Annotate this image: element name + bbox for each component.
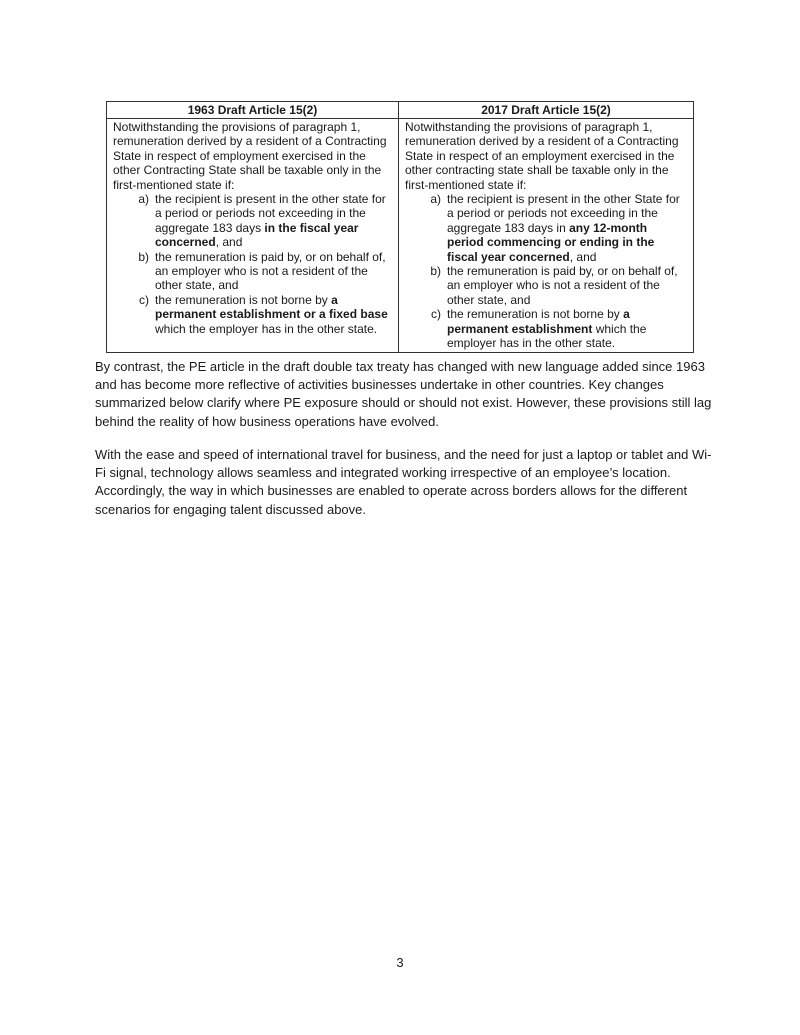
item-text-part: which the employer has in the other state. — [155, 321, 378, 336]
item-marker: a) — [430, 192, 441, 207]
item-text-part: which the employer has in the other state. — [447, 321, 647, 351]
item-text-part: the remuneration is paid by, or on behalf of, an employer who is not a resident of the other state, and — [155, 249, 386, 293]
condition-item-a — [405, 192, 687, 264]
cell-intro: Notwithstanding the provisions of paragraph 1, remuneration derived by a resident of a Contracting State in respect of an employment exercised in the other contracting state shall be taxable only in the first-mentioned state if: — [405, 120, 679, 192]
item-text — [447, 307, 687, 350]
column-header-2017: 2017 Draft Article 15(2) — [399, 102, 694, 119]
item-text-bold: in the fiscal year concerned — [155, 220, 359, 250]
item-text — [447, 192, 687, 264]
item-marker: c) — [139, 292, 149, 307]
item-text-part: the remuneration is paid by, or on behalf of, an employer who is not a resident of the other state, and — [447, 264, 678, 307]
cell-2017-text — [399, 119, 694, 353]
table-header-row — [107, 102, 694, 119]
item-text-bold: any 12-month period commencing or ending in the fiscal year concerned — [447, 220, 655, 264]
body-paragraph-pe-article: By contrast, the PE article in the draft double tax treaty has changed with new language added since 1963 and has become more reflective of activities businesses undertake in other countries. Key changes summarized below clarify where PE exposure should or should not exist. However, these provisions still lag behind the reality of how business operations have evolved. — [95, 359, 712, 429]
item-text-part: the remuneration is not borne by — [155, 292, 332, 307]
item-text-part: the recipient is present in the other State for a period or periods not exceeding in the aggregate 183 days in — [447, 192, 680, 235]
condition-item-c — [405, 307, 687, 350]
item-text-bold: a permanent establishment — [447, 307, 630, 336]
cell-intro: Notwithstanding the provisions of paragraph 1, remuneration derived by a resident of a Contracting State in respect of employment exercised in the other Contracting State shall be taxable only in the first-mentioned state if: — [113, 120, 387, 192]
item-text-bold: a permanent establishment or a fixed base — [155, 292, 388, 322]
condition-list — [113, 192, 392, 336]
cell-1963-text — [107, 119, 399, 353]
item-marker: a) — [138, 192, 149, 207]
item-text — [447, 264, 687, 307]
condition-item-c — [113, 293, 392, 336]
body-paragraph-travel-technology: With the ease and speed of international travel for business, and the need for just a laptop or tablet and Wi-Fi signal, technology allows seamless and integrated working irrespective of an employee’s location. Accordingly, the way in which businesses are enabled to operate across borders allows for the different scenarios for engaging talent discussed above. — [95, 447, 712, 517]
item-marker: b) — [138, 249, 149, 264]
condition-item-b — [113, 250, 392, 293]
item-text-part: the recipient is present in the other state for a period or periods not exceeding in the aggregate 183 days — [155, 192, 386, 235]
condition-list — [405, 192, 687, 350]
condition-item-b — [405, 264, 687, 307]
table-row — [107, 119, 694, 353]
item-text-part: the remuneration is not borne by — [447, 307, 624, 322]
item-text-part: , and — [569, 249, 597, 264]
item-text — [155, 250, 392, 293]
item-marker: b) — [430, 264, 441, 279]
item-text — [155, 192, 392, 250]
item-marker: c) — [431, 307, 441, 322]
item-text-part: , and — [215, 235, 243, 250]
page-number: 3 — [396, 955, 404, 970]
column-header-1963: 1963 Draft Article 15(2) — [107, 102, 399, 119]
item-text — [155, 293, 392, 336]
condition-item-a — [113, 192, 392, 250]
article-comparison-table — [106, 101, 694, 353]
